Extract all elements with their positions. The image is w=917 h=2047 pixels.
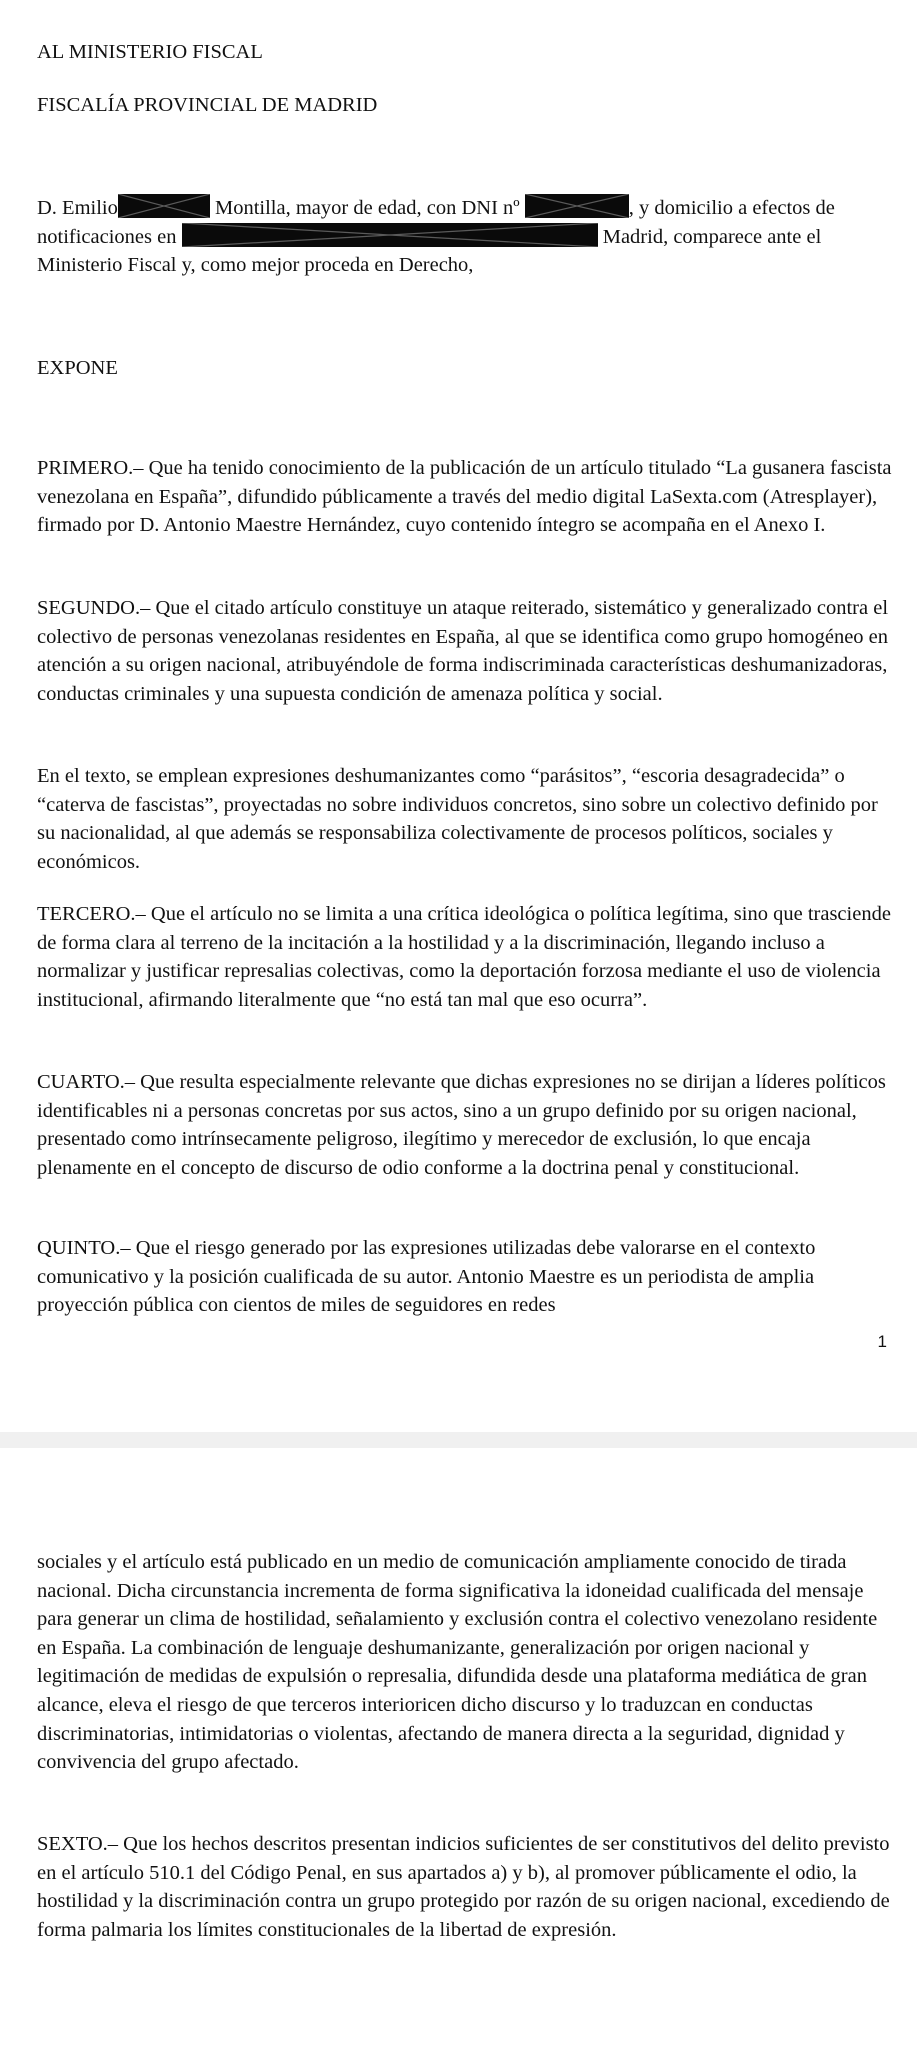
paragraph-cuarto: CUARTO.– Que resulta especialmente relevante que dichas expresiones no se dirijan a líderes políticos identificables ni a personas concretas por sus actos, sino a un grupo definido por su origen nacional, presentado como intrínsecamente peligroso, ilegítimo y merecedor de exclusión, lo que encaja plenamente en el concepto de discurso de odio conforme a la doctrina penal y constitucional. bbox=[37, 1071, 886, 1179]
page-separator bbox=[0, 1432, 917, 1448]
document-page-2 bbox=[0, 1448, 917, 2047]
page-number: 1 bbox=[877, 1332, 887, 1351]
paragraph-quinto-continued: sociales y el artículo está publicado en un medio de comunicación ampliamente conocido de tirada nacional. Dicha circunstancia incrementa de forma significativa la idoneidad cualificada del mensaje para generar un clima de hostilidad, señalamiento y exclusión contra el colectivo venezolano residente en España. La combinación de lenguaje deshumanizante, generalización por origen nacional y legitimación de medidas de expulsión o represalia, difundida desde una plataforma mediática de gran alcance, eleva el riesgo de que terceros interioricen dicho discurso y lo traduzcan en conductas discriminatorias, intimidatorias o violentas, afectando de manera directa a la seguridad, dignidad y convivencia del grupo afectado. bbox=[37, 1551, 878, 1774]
redacted-dni bbox=[525, 194, 629, 218]
intro-text-4: Madrid, comparece ante el Ministerio Fiscal y, como mejor proceda en Derecho, bbox=[37, 225, 822, 277]
redacted-surname bbox=[118, 194, 210, 218]
paragraph-sexto: SEXTO.– Que los hechos descritos presentan indicios suficientes de ser constitutivos del delito previsto en el artículo 510.1 del Código Penal, en sus apartados a) y b), al promover públicamente el odio, la hostilidad y la discriminación contra un grupo protegido por razón de su origen nacional, excediendo de forma palmaria los límites constitucionales de la libertad de expresión. bbox=[37, 1833, 890, 1941]
paragraph-texto: En el texto, se emplean expresiones deshumanizantes como “parásitos”, “escoria desagradecida” o “caterva de fascistas”, proyectadas no sobre individuos concretos, sino sobre un colectivo definido por su nacionalidad, al que además se responsabiliza colectivamente de procesos políticos, sociales y económicos. bbox=[37, 765, 878, 873]
section-title: EXPONE bbox=[37, 357, 118, 379]
paragraph-primero: PRIMERO.– Que ha tenido conocimiento de la publicación de un artículo titulado “La gusanera fascista venezolana en España”, difundido públicamente a través del medio digital LaSexta.com (Atresplayer), firmado por D. Antonio Maestre Hernández, cuyo contenido íntegro se acompaña en el Anexo I. bbox=[37, 457, 892, 537]
paragraph-tercero: TERCERO.– Que el artículo no se limita a una crítica ideológica o política legítima, sino que trasciende de forma clara al terreno de la incitación a la hostilidad y a la discriminación, llegando incluso a normalizar y justificar represalias colectivas, como la deportación forzosa mediante el uso de violencia institucional, afirmando literalmente que “no está tan mal que eso ocurra”. bbox=[37, 903, 891, 1011]
office-heading: FISCALÍA PROVINCIAL DE MADRID bbox=[37, 94, 378, 116]
intro-paragraph bbox=[37, 194, 893, 280]
redacted-address bbox=[182, 223, 598, 247]
intro-text-3: , y domicilio a efectos de notificaciones en bbox=[37, 197, 835, 248]
paragraph-segundo: SEGUNDO.– Que el citado artículo constituye un ataque reiterado, sistemático y generalizado contra el colectivo de personas venezolanas residentes en España, al que se identifica como grupo homogéneo en atención a su origen nacional, atribuyéndole de forma indiscriminada características deshumanizadoras, conductas criminales y una supuesta condición de amenaza política y social. bbox=[37, 597, 889, 705]
intro-text-1: D. Emilio bbox=[37, 197, 118, 219]
intro-text-2: Montilla, mayor de edad, con DNI nº bbox=[214, 197, 520, 219]
paragraph-quinto: QUINTO.– Que el riesgo generado por las expresiones utilizadas debe valorarse en el contexto comunicativo y la posición cualificada de su autor. Antonio Maestre es un periodista de amplia proyección pública con cientos de miles de seguidores en redes bbox=[37, 1237, 816, 1317]
recipient-heading: AL MINISTERIO FISCAL bbox=[37, 41, 263, 63]
